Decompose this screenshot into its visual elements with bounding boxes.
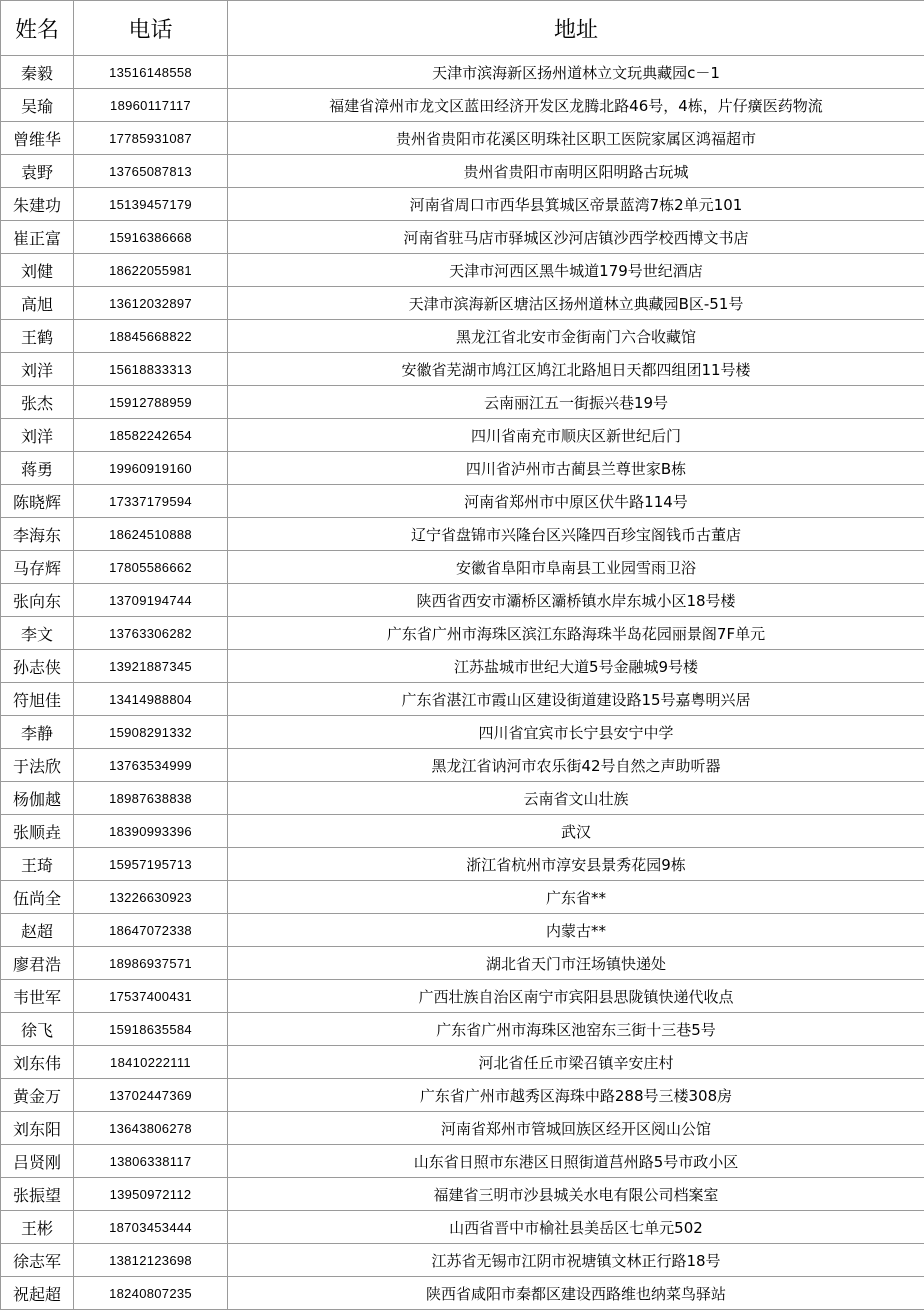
table-row [1, 386, 924, 419]
table-row [1, 419, 924, 452]
address-cell: 浙江省杭州市淳安县景秀花园9栋 [228, 848, 924, 881]
table-row [1, 221, 924, 254]
address-cell: 湖北省天门市汪场镇快递处 [228, 947, 924, 980]
phone-cell: 15139457179 [74, 188, 228, 221]
phone-cell: 17805586662 [74, 551, 228, 584]
name-cell: 刘健 [1, 254, 74, 287]
phone-cell: 17785931087 [74, 122, 228, 155]
phone-cell: 13226630923 [74, 881, 228, 914]
table-row [1, 1013, 924, 1046]
address-cell: 安徽省阜阳市阜南县工业园雪雨卫浴 [228, 551, 924, 584]
name-cell: 李静 [1, 716, 74, 749]
table-row [1, 749, 924, 782]
address-cell: 四川省南充市顺庆区新世纪后门 [228, 419, 924, 452]
name-cell: 韦世军 [1, 980, 74, 1013]
table-row [1, 89, 924, 122]
name-cell: 张杰 [1, 386, 74, 419]
phone-cell: 18582242654 [74, 419, 228, 452]
address-cell: 山西省晋中市榆社县美岳区七单元502 [228, 1211, 924, 1244]
name-cell: 吕贤刚 [1, 1145, 74, 1178]
address-cell: 广东省** [228, 881, 924, 914]
table-row [1, 1211, 924, 1244]
table-body [1, 56, 924, 1310]
phone-cell: 13702447369 [74, 1079, 228, 1112]
phone-cell: 13709194744 [74, 584, 228, 617]
name-cell: 王琦 [1, 848, 74, 881]
address-cell: 黑龙江省讷河市农乐街42号自然之声助听器 [228, 749, 924, 782]
phone-cell: 13812123698 [74, 1244, 228, 1277]
phone-cell: 15908291332 [74, 716, 228, 749]
header-row [1, 1, 924, 56]
address-cell: 陕西省西安市灞桥区灞桥镇水岸东城小区18号楼 [228, 584, 924, 617]
name-cell: 孙志侠 [1, 650, 74, 683]
name-cell: 于法欣 [1, 749, 74, 782]
name-cell: 吴瑜 [1, 89, 74, 122]
name-cell: 蒋勇 [1, 452, 74, 485]
table-row [1, 650, 924, 683]
phone-cell: 17337179594 [74, 485, 228, 518]
address-cell: 福建省漳州市龙文区蓝田经济开发区龙腾北路46号，4栋，片仔癀医药物流 [228, 89, 924, 122]
name-cell: 刘东阳 [1, 1112, 74, 1145]
name-cell: 符旭佳 [1, 683, 74, 716]
phone-cell: 18987638838 [74, 782, 228, 815]
name-cell: 伍尚全 [1, 881, 74, 914]
phone-cell: 18390993396 [74, 815, 228, 848]
phone-cell: 18845668822 [74, 320, 228, 353]
table-row [1, 716, 924, 749]
address-cell: 河南省郑州市中原区伏牛路114号 [228, 485, 924, 518]
name-cell: 刘东伟 [1, 1046, 74, 1079]
name-cell: 徐飞 [1, 1013, 74, 1046]
name-cell: 马存辉 [1, 551, 74, 584]
table-row [1, 287, 924, 320]
table-row [1, 815, 924, 848]
phone-cell: 13643806278 [74, 1112, 228, 1145]
table-row [1, 1112, 924, 1145]
address-cell: 安徽省芜湖市鸠江区鸠江北路旭日天都四组团11号楼 [228, 353, 924, 386]
name-cell: 王彬 [1, 1211, 74, 1244]
phone-cell: 18624510888 [74, 518, 228, 551]
table-row [1, 1178, 924, 1211]
address-cell: 广西壮族自治区南宁市宾阳县思陇镇快递代收点 [228, 980, 924, 1013]
address-cell: 广东省广州市海珠区滨江东路海珠半岛花园丽景阁7F单元 [228, 617, 924, 650]
table-row [1, 452, 924, 485]
phone-cell: 13763306282 [74, 617, 228, 650]
address-cell: 广东省湛江市霞山区建设街道建设路15号嘉粤明兴居 [228, 683, 924, 716]
address-cell: 内蒙古** [228, 914, 924, 947]
address-cell: 山东省日照市东港区日照街道莒州路5号市政小区 [228, 1145, 924, 1178]
name-cell: 秦毅 [1, 56, 74, 89]
phone-cell: 18647072338 [74, 914, 228, 947]
header-address: 地址 [228, 1, 924, 56]
table-row [1, 848, 924, 881]
header-phone: 电话 [74, 1, 228, 56]
phone-cell: 13763534999 [74, 749, 228, 782]
name-cell: 刘洋 [1, 419, 74, 452]
table-row [1, 980, 924, 1013]
name-cell: 刘洋 [1, 353, 74, 386]
table-row [1, 782, 924, 815]
address-cell: 云南省文山壮族 [228, 782, 924, 815]
name-cell: 李海东 [1, 518, 74, 551]
table-row [1, 584, 924, 617]
phone-cell: 13921887345 [74, 650, 228, 683]
table-row [1, 617, 924, 650]
table-row [1, 56, 924, 89]
table-row [1, 254, 924, 287]
address-cell: 黑龙江省北安市金街南门六合收藏馆 [228, 320, 924, 353]
table-row [1, 1046, 924, 1079]
phone-cell: 15918635584 [74, 1013, 228, 1046]
name-cell: 张振望 [1, 1178, 74, 1211]
table-row [1, 683, 924, 716]
table-row [1, 551, 924, 584]
phone-cell: 18986937571 [74, 947, 228, 980]
address-cell: 河南省郑州市管城回族区经开区阅山公馆 [228, 1112, 924, 1145]
name-cell: 袁野 [1, 155, 74, 188]
table-row [1, 485, 924, 518]
name-cell: 徐志军 [1, 1244, 74, 1277]
name-cell: 黄金万 [1, 1079, 74, 1112]
table-row [1, 188, 924, 221]
name-cell: 祝起超 [1, 1277, 74, 1310]
table-row [1, 1079, 924, 1112]
address-cell: 江苏省无锡市江阴市祝塘镇文林正行路18号 [228, 1244, 924, 1277]
header-name: 姓名 [1, 1, 74, 56]
phone-cell: 15916386668 [74, 221, 228, 254]
table-row [1, 1145, 924, 1178]
address-cell: 陕西省咸阳市秦都区建设西路维也纳菜鸟驿站 [228, 1277, 924, 1310]
address-cell: 广东省广州市海珠区池窑东三街十三巷5号 [228, 1013, 924, 1046]
table-row [1, 122, 924, 155]
address-cell: 天津市滨海新区扬州道林立文玩典藏园c－1 [228, 56, 924, 89]
name-cell: 陈晓辉 [1, 485, 74, 518]
name-cell: 高旭 [1, 287, 74, 320]
phone-cell: 13414988804 [74, 683, 228, 716]
address-cell: 贵州省贵阳市花溪区明珠社区职工医院家属区鸿福超市 [228, 122, 924, 155]
name-cell: 朱建功 [1, 188, 74, 221]
phone-cell: 15957195713 [74, 848, 228, 881]
address-cell: 武汉 [228, 815, 924, 848]
name-cell: 赵超 [1, 914, 74, 947]
table-row [1, 353, 924, 386]
table-row [1, 881, 924, 914]
name-cell: 王鹤 [1, 320, 74, 353]
address-cell: 云南丽江五一街振兴巷19号 [228, 386, 924, 419]
table-row [1, 320, 924, 353]
table-row [1, 1277, 924, 1310]
phone-cell: 18960117117 [74, 89, 228, 122]
table-row [1, 518, 924, 551]
table-row [1, 914, 924, 947]
table-row [1, 947, 924, 980]
phone-cell: 18240807235 [74, 1277, 228, 1310]
address-cell: 四川省宜宾市长宁县安宁中学 [228, 716, 924, 749]
phone-cell: 13765087813 [74, 155, 228, 188]
phone-cell: 15912788959 [74, 386, 228, 419]
name-cell: 李文 [1, 617, 74, 650]
phone-cell: 18622055981 [74, 254, 228, 287]
phone-cell: 13950972112 [74, 1178, 228, 1211]
phone-cell: 15618833313 [74, 353, 228, 386]
table-row [1, 155, 924, 188]
phone-cell: 13612032897 [74, 287, 228, 320]
phone-cell: 19960919160 [74, 452, 228, 485]
name-cell: 杨伽越 [1, 782, 74, 815]
address-cell: 河南省周口市西华县箕城区帝景蓝湾7栋2单元101 [228, 188, 924, 221]
address-cell: 辽宁省盘锦市兴隆台区兴隆四百珍宝阁钱币古董店 [228, 518, 924, 551]
name-cell: 张顺垚 [1, 815, 74, 848]
phone-cell: 13806338117 [74, 1145, 228, 1178]
phone-cell: 18410222111 [74, 1046, 228, 1079]
name-cell: 廖君浩 [1, 947, 74, 980]
address-cell: 广东省广州市越秀区海珠中路288号三楼308房 [228, 1079, 924, 1112]
table-row [1, 1244, 924, 1277]
name-cell: 曾维华 [1, 122, 74, 155]
name-cell: 张向东 [1, 584, 74, 617]
address-cell: 天津市滨海新区塘沽区扬州道林立典藏园B区-51号 [228, 287, 924, 320]
phone-cell: 18703453444 [74, 1211, 228, 1244]
name-cell: 崔正富 [1, 221, 74, 254]
phone-cell: 17537400431 [74, 980, 228, 1013]
address-cell: 四川省泸州市古蔺县兰尊世家B栋 [228, 452, 924, 485]
address-cell: 河北省任丘市梁召镇辛安庄村 [228, 1046, 924, 1079]
address-cell: 河南省驻马店市驿城区沙河店镇沙西学校西博文书店 [228, 221, 924, 254]
address-cell: 贵州省贵阳市南明区阳明路古玩城 [228, 155, 924, 188]
address-cell: 福建省三明市沙县城关水电有限公司档案室 [228, 1178, 924, 1211]
address-cell: 江苏盐城市世纪大道5号金融城9号楼 [228, 650, 924, 683]
address-cell: 天津市河西区黑牛城道179号世纪酒店 [228, 254, 924, 287]
phone-cell: 13516148558 [74, 56, 228, 89]
